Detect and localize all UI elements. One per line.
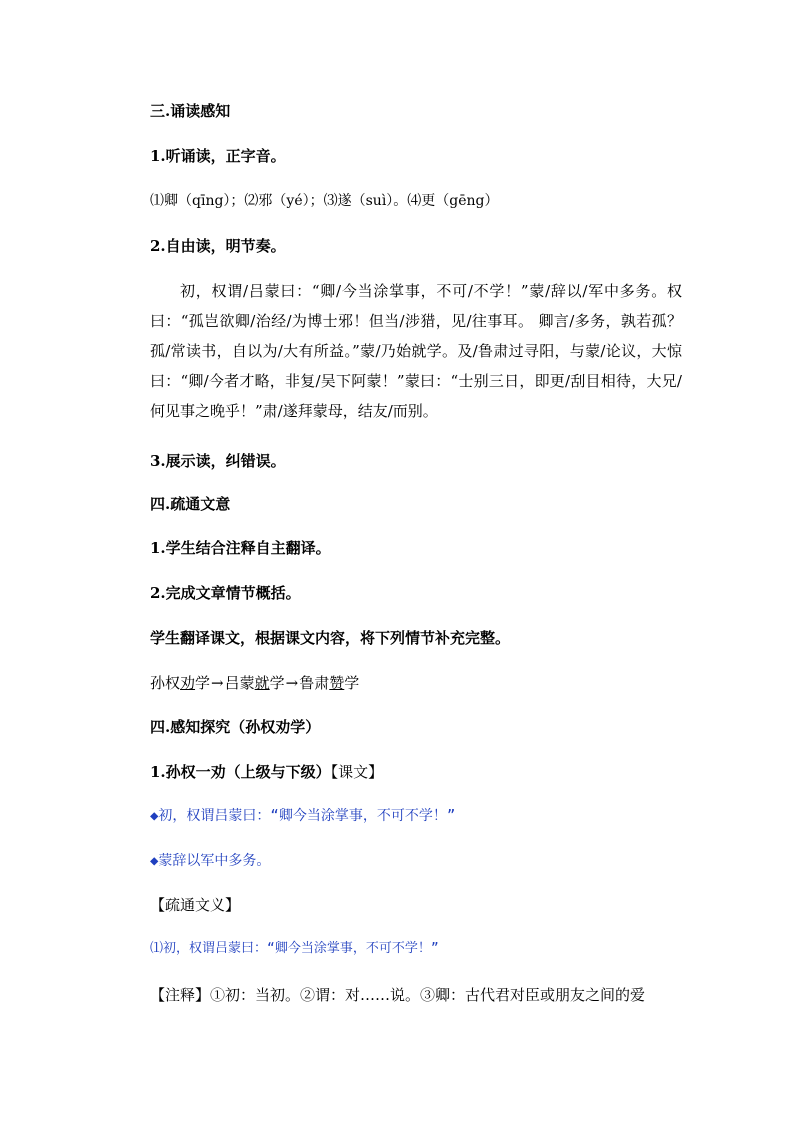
step-show-read-heading: 3.展示读，纠错误。	[150, 452, 286, 470]
quote-line-1: ◆初，权谓吕蒙曰：“卿今当涂掌事，不可不学！”	[150, 808, 456, 824]
step-plot-summary-heading: 2.完成文章情节概括。	[150, 584, 301, 602]
arrow-icon: →	[211, 674, 224, 692]
arrow-icon: →	[285, 674, 299, 692]
pronunciation-line: ⑴卿（qīng）；⑵邪（yé）；⑶遂（suì）。⑷更（gēng）	[150, 193, 499, 209]
quote-line-2: ◆蒙辞以军中多务。	[150, 853, 271, 869]
annotation-line: 【注释】①初：当初。②谓：对……说。③卿：古代君对臣或朋友之间的爱	[150, 986, 646, 1004]
plot-step-1: 孙权劝学	[150, 674, 211, 692]
first-persuasion-heading: 1.孙权一劝（上级与下级）【课文】	[150, 763, 384, 781]
plot-step-3: 鲁肃赞学	[299, 674, 360, 692]
quote-line-3: ⑴初，权谓吕蒙曰：“卿今当涂掌事，不可不学！”	[150, 941, 439, 956]
step-listen-heading: 1.听诵读，正字音。	[150, 147, 286, 165]
passage-paragraph: 初，权谓/吕蒙曰：“卿/今当涂掌事，不可/不学！”蒙/辞以/军中多务。权曰：“孤岂欲卿/治经/为博士邪！但当/涉猎，见/往事耳。 卿言/多务，孰若孤？孤/常读书，自以为/大有所益。”蒙/乃始就学。及/鲁肃过寻阳，与蒙/论议，大惊曰：“卿/今者才略，非复/吴下阿蒙！”蒙曰：“士别三日，即更/刮目相待，大兄/何见事之晚乎！”肃/遂拜蒙母，结友/而别。	[150, 282, 682, 420]
section-heading-translation: 四.疏通文意	[150, 495, 231, 513]
plot-chain	[150, 673, 680, 693]
section-heading-exploration: 四.感知探究（孙权劝学）	[150, 718, 321, 736]
task-instruction: 学生翻译课文，根据课文内容，将下列情节补充完整。	[150, 629, 511, 647]
plot-step-2: 吕蒙就学	[224, 674, 285, 692]
step-free-read-heading: 2.自由读，明节奏。	[150, 237, 286, 255]
step-self-translate-heading: 1.学生结合注释自主翻译。	[150, 539, 331, 557]
clarify-meaning-heading: 【疏通文义】	[150, 896, 241, 914]
section-heading-reading: 三.诵读感知	[150, 102, 231, 120]
